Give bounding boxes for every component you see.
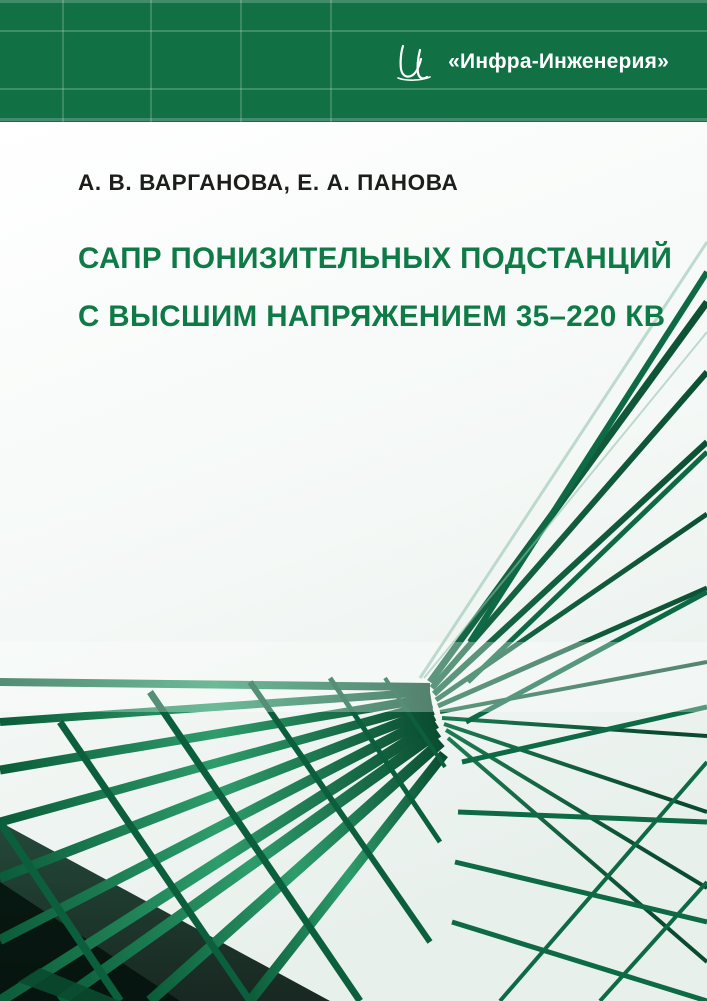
band-vstripe — [150, 0, 152, 122]
band-vstripe — [240, 0, 242, 122]
monogram-i-icon — [396, 42, 434, 82]
publisher-logo-group — [396, 42, 669, 82]
band-stripe — [0, 88, 707, 90]
band-stripe — [0, 0, 707, 3]
publisher-name: «Инфра-Инженерия» — [448, 50, 669, 73]
publisher-band — [0, 0, 707, 122]
title-line-2: С ВЫСШИМ НАПРЯЖЕНИЕМ 35–220 КВ — [78, 299, 666, 333]
authors-line: А. В. ВАРГАНОВА, Е. А. ПАНОВА — [78, 170, 459, 195]
band-stripe — [0, 30, 707, 32]
band-vstripe — [330, 0, 332, 122]
band-stripe — [0, 118, 707, 121]
cover-text-block — [78, 170, 673, 333]
title-line-1: САПР ПОНИЗИТЕЛЬНЫХ ПОДСТАНЦИЙ — [78, 242, 673, 275]
band-vstripe — [62, 0, 64, 122]
